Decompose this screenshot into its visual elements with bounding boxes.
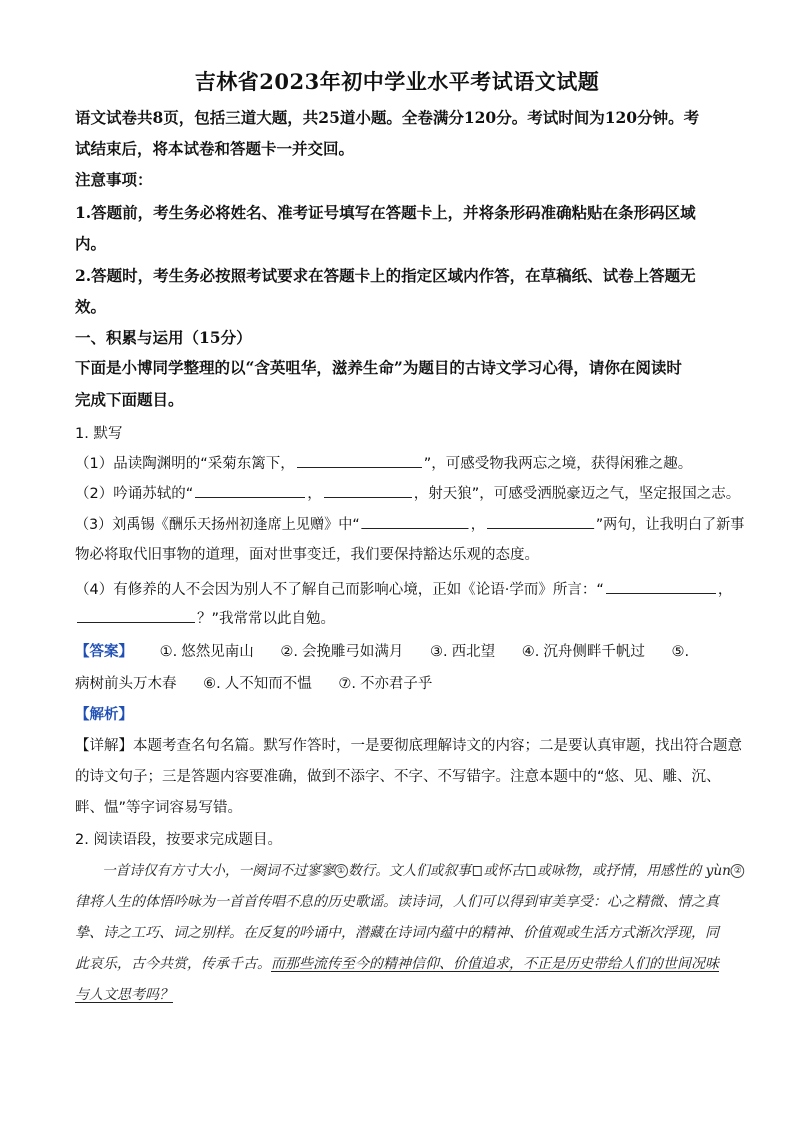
q1-s2-text-a: （2）吟诵苏轼的“ [75, 486, 194, 502]
answer-blank[interactable] [195, 482, 305, 498]
comma: ， [717, 582, 733, 598]
question-1-sub-4-cont [75, 607, 335, 628]
section-1-lead-2: 完成下面题目。 [75, 390, 184, 409]
q1-s2-text-b: ，射天狼”，可感受洒脱豪迈之气，坚定报国之志。 [413, 486, 741, 502]
answer-blank[interactable] [77, 607, 195, 623]
passage-line-5: 与人文思考吗？ [75, 987, 173, 1003]
answer-number: ⑤. [671, 644, 690, 660]
question-1-sub-2 [75, 482, 740, 503]
page-title: 吉林省2023年初中学业水平考试语文试题 [194, 69, 600, 94]
section-1-lead-1: 下面是小博同学整理的以“含英咀华，滋养生命”为题目的古诗文学习心得，请你在阅读时 [75, 358, 682, 377]
notes-heading: 注意事项： [75, 170, 153, 189]
answer-blank[interactable] [324, 482, 412, 498]
answer-tag: 【答案】 [75, 644, 133, 660]
answer-text: 悠然见南山 [181, 644, 254, 660]
q1-s4-text-b: ？”我常常以此自勉。 [197, 611, 336, 627]
answer-number: ⑥. [203, 676, 221, 692]
q1-s3-text-a: （3）刘禹锡《酬乐天扬州初逢席上见赠》中“ [75, 517, 360, 533]
answer-text: 病树前头万木春 [75, 676, 177, 692]
question-1-sub-3 [75, 513, 744, 534]
answer-line-2 [75, 672, 432, 693]
passage-line-1 [102, 860, 745, 880]
answer-number: ①. [159, 644, 178, 660]
answer-text: 西北望 [451, 644, 496, 660]
passage-text: 一首诗仅有方寸大小，一阕词不过寥寥 [102, 863, 335, 879]
question-1-sub-1 [75, 452, 692, 473]
analysis-tag: 【解析】 [75, 707, 133, 723]
answer-line-1 [75, 640, 693, 661]
question-2-label: 2. 阅读语段，按要求完成题目。 [75, 832, 282, 848]
answer-text: 人不知而不愠 [224, 676, 312, 692]
passage-text: 或咏物，或抒情，用感性的 yùn [537, 863, 731, 879]
q1-s1-text-b: ”，可感受物我两忘之境，获得闲雅之趣。 [423, 456, 693, 472]
analysis-line-3: 畔、愠”等字词容易写错。 [75, 800, 243, 816]
blank-marker-1: ① [334, 864, 348, 878]
note-1-line-2: 内。 [75, 234, 107, 253]
intro-line-1: 语文试卷共8页，包括三道大题，共25道小题。全卷满分120分。考试时间为120分钟。考 [75, 108, 700, 127]
answer-text: 沉舟侧畔千帆过 [543, 644, 645, 660]
punctuation-box [527, 866, 536, 876]
answer-text: 不亦君子乎 [359, 676, 433, 692]
passage-line-3: 挚、诗之工巧、词之别样。在反复的吟诵中，潜藏在诗词内蕴中的精神、价值观或生活方式渐次浮现，同 [75, 925, 719, 941]
answer-blank[interactable] [606, 578, 716, 594]
passage-text: 数行。文人们或叙事 [347, 863, 471, 879]
passage-line-2: 律将人生的体悟吟咏为一首首传唱不息的历史歌谣。读诗词，人们可以得到审美享受：心之精微、情之真 [75, 894, 719, 910]
intro-line-2: 试结束后，将本试卷和答题卡一并交回。 [75, 139, 355, 158]
question-1-sub-4 [75, 578, 732, 599]
underlined-sentence: 而那些流传至今的精神信仰、价值追求，不正是历史带给人们的世间况味 [271, 956, 719, 972]
blank-marker-2: ② [731, 864, 745, 878]
question-1-sub-3-cont: 物必将取代旧事物的道理，面对世事变迁，我们要保持豁达乐观的态度。 [75, 547, 539, 563]
comma: ， [307, 486, 322, 502]
question-1-label: 1. 默写 [75, 426, 123, 442]
note-2-line-1: 2.答题时，考生务必按照考试要求在答题卡上的指定区域内作答，在草稿纸、试卷上答题无 [75, 266, 696, 285]
answer-blank[interactable] [297, 452, 422, 468]
answer-number: ④. [521, 644, 540, 660]
q1-s4-text-a: （4）有修养的人不会因为别人不了解自己而影响心境，正如《论语·学而》所言：“ [75, 582, 604, 598]
answer-number: ②. [280, 644, 298, 660]
answer-blank[interactable] [487, 513, 594, 529]
comma: ， [470, 517, 485, 533]
answer-text: 会挽雕弓如满月 [301, 644, 404, 660]
note-1-line-1: 1.答题前，考生务必将姓名、准考证号填写在答题卡上，并将条形码准确粘贴在条形码区域 [75, 203, 696, 222]
answer-blank[interactable] [362, 513, 469, 529]
passage-text: 此哀乐，古今共赏，传承千古。 [75, 956, 271, 972]
note-2-line-2: 效。 [75, 297, 107, 316]
analysis-line-2: 的诗文句子；三是答题内容要准确，做到不添字、不字、不写错字。注意本题中的“悠、见、雕、沉、 [75, 769, 721, 785]
section-1-heading: 一、积累与运用（15分） [75, 328, 252, 347]
q1-s3-text-b: ”两句，让我明白了新事 [595, 517, 745, 533]
q1-s1-text-a: （1）品读陶渊明的“采菊东篱下， [75, 456, 295, 472]
answer-number: ③. [430, 644, 448, 660]
analysis-line-1: 【详解】本题考查名句名篇。默写作答时，一是要彻底理解诗文的内容；二是要认真审题，找出符合题意 [75, 738, 742, 754]
punctuation-box [473, 866, 482, 876]
passage-line-4 [75, 953, 719, 973]
answer-number: ⑦. [338, 676, 356, 692]
passage-text: 或怀古 [483, 863, 525, 879]
